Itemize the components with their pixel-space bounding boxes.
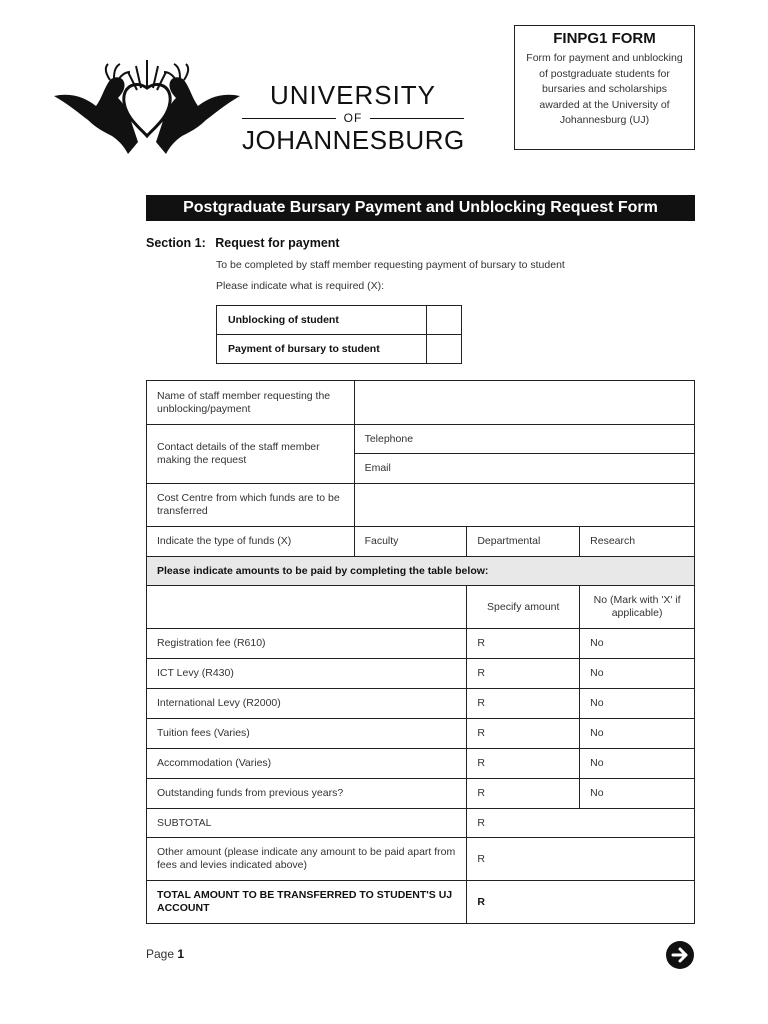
fee-label: International Levy (R2000) — [147, 689, 467, 719]
page-number — [146, 947, 184, 961]
request-type-table — [216, 305, 462, 364]
amounts-instruction: Please indicate amounts to be paid by completing the table below: — [147, 557, 695, 586]
subtotal-label: SUBTOTAL — [147, 809, 467, 838]
total-row — [147, 881, 695, 924]
fee-no-field[interactable]: No — [580, 659, 695, 689]
fee-amount-field[interactable]: R — [467, 629, 580, 659]
fee-amount-field[interactable]: R — [467, 689, 580, 719]
fee-no-field[interactable]: No — [580, 779, 695, 809]
amounts-header-blank — [147, 586, 467, 629]
subtotal-row — [147, 809, 695, 838]
fund-type-research[interactable]: Research — [580, 527, 695, 557]
logo-line-johannesburg: JOHANNESBURG — [242, 125, 465, 155]
choice-checkbox-unblocking[interactable] — [427, 306, 462, 335]
fee-amount-field[interactable]: R — [467, 659, 580, 689]
logo-line-of — [242, 110, 464, 126]
fee-no-field[interactable]: No — [580, 689, 695, 719]
table-row — [147, 425, 695, 454]
table-row — [147, 586, 695, 629]
choice-checkbox-payment[interactable] — [427, 335, 462, 364]
page-label: Page — [146, 947, 175, 961]
fee-row — [147, 659, 695, 689]
fee-row — [147, 749, 695, 779]
other-amount-label: Other amount (please indicate any amount to be paid apart from fees and levies indicated above) — [147, 838, 467, 881]
table-row — [147, 381, 695, 425]
request-details-table — [146, 380, 695, 924]
arrow-right-circle-icon — [666, 941, 694, 969]
fund-type-faculty[interactable]: Faculty — [354, 527, 467, 557]
uj-emblem-icon — [52, 58, 242, 158]
section-instruction: Please indicate what is required (X): — [216, 280, 385, 292]
choice-row — [217, 306, 462, 335]
fee-label: ICT Levy (R430) — [147, 659, 467, 689]
staff-name-field[interactable] — [354, 381, 694, 425]
subtotal-amount-field[interactable]: R — [467, 809, 695, 838]
contact-details-label: Contact details of the staff member making the request — [147, 425, 355, 484]
other-amount-row — [147, 838, 695, 881]
choice-label-payment: Payment of bursary to student — [217, 335, 427, 364]
col-header-no: No (Mark with 'X' if applicable) — [580, 586, 695, 629]
other-amount-field[interactable]: R — [467, 838, 695, 881]
col-header-amount: Specify amount — [467, 586, 580, 629]
total-label: TOTAL AMOUNT TO BE TRANSFERRED TO STUDENT'S UJ ACCOUNT — [147, 881, 467, 924]
section-title: Request for payment — [215, 236, 340, 250]
fee-label: Accommodation (Varies) — [147, 749, 467, 779]
section-heading — [146, 236, 340, 250]
telephone-field[interactable]: Telephone — [354, 425, 694, 454]
table-row — [147, 557, 695, 586]
fee-row — [147, 689, 695, 719]
fee-amount-field[interactable]: R — [467, 779, 580, 809]
total-amount-field[interactable]: R — [467, 881, 695, 924]
form-code-title: FINPG1 FORM — [553, 30, 656, 47]
choice-label-unblocking: Unblocking of student — [217, 306, 427, 335]
staff-name-label: Name of staff member requesting the unblocking/payment — [147, 381, 355, 425]
cost-centre-field[interactable] — [354, 484, 694, 527]
section-note: To be completed by staff member requesting payment of bursary to student — [216, 259, 565, 271]
email-field[interactable]: Email — [354, 454, 694, 484]
fee-amount-field[interactable]: R — [467, 719, 580, 749]
fee-no-field[interactable]: No — [580, 749, 695, 779]
form-code-description: Form for payment and unblocking of postgraduate students for bursaries and scholarships awarded at the University of Johannesburg (UJ) — [526, 52, 683, 126]
logo-of-text: OF — [343, 111, 363, 125]
table-row — [147, 527, 695, 557]
fund-type-label: Indicate the type of funds (X) — [147, 527, 355, 557]
page-number-value: 1 — [177, 947, 185, 961]
fee-row — [147, 719, 695, 749]
form-title-banner: Postgraduate Bursary Payment and Unblocking Request Form — [146, 195, 695, 221]
table-row — [147, 484, 695, 527]
section-number: Section 1: — [146, 236, 206, 250]
fee-row — [147, 779, 695, 809]
fee-label: Tuition fees (Varies) — [147, 719, 467, 749]
fee-row — [147, 629, 695, 659]
fee-no-field[interactable]: No — [580, 629, 695, 659]
form-code-box — [514, 25, 695, 150]
choice-row — [217, 335, 462, 364]
fund-type-departmental[interactable]: Departmental — [467, 527, 580, 557]
fee-amount-field[interactable]: R — [467, 749, 580, 779]
logo-line-university: UNIVERSITY — [269, 80, 437, 110]
fee-no-field[interactable]: No — [580, 719, 695, 749]
fee-label: Registration fee (R610) — [147, 629, 467, 659]
cost-centre-label: Cost Centre from which funds are to be transferred — [147, 484, 355, 527]
university-logo — [52, 58, 472, 158]
fee-label: Outstanding funds from previous years? — [147, 779, 467, 809]
next-page-button[interactable] — [666, 941, 694, 969]
